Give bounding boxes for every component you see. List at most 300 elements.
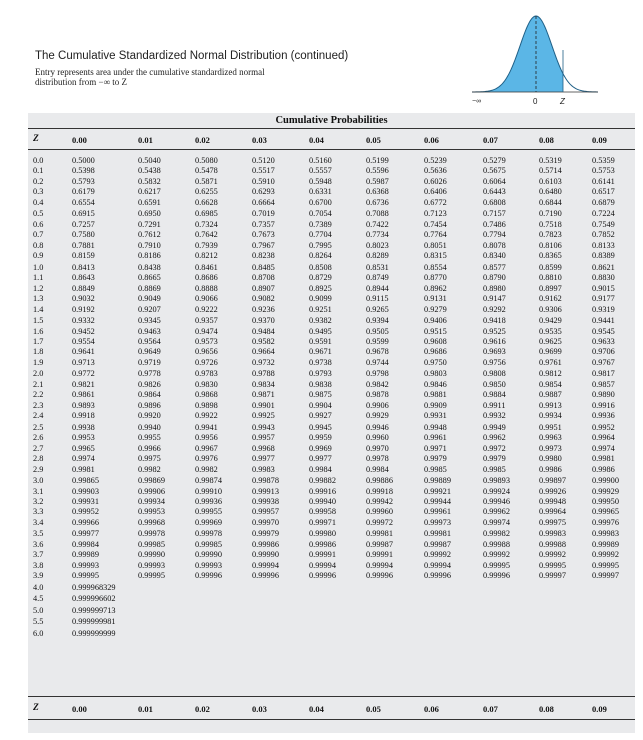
row-z-value: 0.1 [33, 166, 44, 176]
table-row [28, 273, 635, 283]
table-cell: 0.9932 [483, 411, 506, 421]
table-cell: 0.9441 [592, 316, 615, 326]
table-cell: 0.99992 [424, 550, 451, 560]
table-cell: 0.9699 [539, 347, 562, 357]
table-cell: 0.9706 [592, 347, 615, 357]
row-z-value: 2.3 [33, 400, 44, 410]
table-cell: 0.99946 [483, 497, 510, 506]
row-z-value: 1.7 [33, 336, 44, 346]
row-z-value: 1.0 [33, 262, 44, 272]
header-col-0.02: 0.02 [195, 135, 210, 145]
table-cell: 0.9857 [592, 379, 615, 389]
column-header-row [28, 132, 635, 148]
normal-curve-diagram [470, 6, 600, 106]
table-cell: 0.99996 [195, 571, 222, 581]
row-z-value: 3.8 [33, 560, 44, 570]
table-cell: 0.9918 [72, 411, 95, 421]
table-row [28, 550, 635, 560]
row-z-value: 0.4 [33, 197, 44, 207]
row-z-value: 3.2 [33, 497, 44, 506]
table-cell: 0.99996 [483, 571, 510, 581]
table-cell: 0.99929 [592, 486, 619, 496]
table-cell: 0.9830 [195, 379, 218, 389]
table-cell: 0.9177 [592, 294, 615, 304]
table-cell: 0.8289 [366, 251, 389, 261]
table-cell: 0.9505 [366, 326, 389, 336]
table-cell: 0.5675 [483, 166, 506, 176]
table-cell: 0.9147 [483, 294, 506, 304]
table-row [28, 606, 635, 616]
table-cell: 0.99992 [483, 550, 510, 560]
table-cell: 0.99980 [309, 529, 336, 539]
curve-z-label: Z [560, 97, 565, 106]
header-col-0.01: 0.01 [138, 135, 153, 145]
table-cell: 0.9418 [483, 316, 506, 326]
table-cell: 0.99869 [138, 476, 165, 486]
table-row [28, 380, 635, 390]
table-cell: 0.7486 [483, 219, 506, 229]
table-cell: 0.7291 [138, 219, 161, 229]
row-z-value: 3.1 [33, 486, 44, 496]
table-cell: 0.9750 [424, 357, 447, 367]
table-cell: 0.9931 [424, 411, 447, 421]
table-cell: 0.9850 [483, 379, 506, 389]
table-cell: 0.9981 [592, 454, 615, 464]
table-cell: 0.9929 [366, 411, 389, 421]
table-cell: 0.9940 [138, 422, 161, 432]
table-cell: 0.9871 [252, 390, 275, 400]
table-cell: 0.99986 [309, 539, 336, 549]
row-z-value: 1.1 [33, 273, 44, 283]
table-cell: 0.9890 [592, 390, 615, 400]
table-cell: 0.8023 [366, 240, 389, 250]
table-cell: 0.99970 [252, 517, 279, 527]
table-body [28, 156, 635, 639]
footer-col-0.08: 0.08 [539, 704, 554, 714]
table-cell: 0.9279 [424, 304, 447, 314]
table-cell: 0.7422 [366, 219, 389, 229]
table-cell: 0.8238 [252, 251, 275, 261]
table-cell: 0.9906 [366, 400, 389, 410]
table-cell: 0.7518 [539, 219, 562, 229]
table-cell: 0.99940 [309, 497, 336, 506]
table-cell: 0.99996 [366, 571, 393, 581]
table-cell: 0.99865 [72, 476, 99, 486]
row-z-value: 0.2 [33, 176, 44, 186]
table-cell: 0.9959 [309, 433, 332, 443]
table-cell: 0.7642 [195, 230, 218, 240]
table-cell: 0.7088 [366, 209, 389, 219]
table-cell: 0.7123 [424, 209, 447, 219]
table-cell: 0.9783 [195, 369, 218, 379]
table-cell: 0.9306 [539, 304, 562, 314]
table-cell: 0.8461 [195, 262, 218, 272]
table-cell: 0.99997 [592, 571, 619, 581]
row-z-value: 0.0 [33, 156, 44, 165]
table-row [28, 629, 635, 639]
table-cell: 0.9608 [424, 336, 447, 346]
table-cell: 0.5080 [195, 156, 218, 165]
table-cell: 0.9406 [424, 316, 447, 326]
table-cell: 0.8133 [592, 240, 615, 250]
table-cell: 0.99903 [72, 486, 99, 496]
table-cell: 0.9864 [138, 390, 161, 400]
table-cell: 0.8554 [424, 262, 447, 272]
table-cell: 0.99882 [309, 476, 336, 486]
row-z-value: 2.7 [33, 443, 44, 453]
table-cell: 0.9484 [252, 326, 275, 336]
table-cell: 0.99960 [366, 507, 393, 517]
table-cell: 0.99964 [539, 507, 566, 517]
table-cell: 0.9963 [539, 433, 562, 443]
table-cell: 0.7612 [138, 230, 161, 240]
row-z-value: 1.6 [33, 326, 44, 336]
table-cell: 0.99921 [424, 486, 451, 496]
table-cell: 0.9115 [366, 294, 389, 304]
table-cell: 0.5398 [72, 166, 95, 176]
table-cell: 0.9960 [366, 433, 389, 443]
table-cell: 0.9938 [72, 422, 95, 432]
table-cell: 0.9977 [309, 454, 332, 464]
row-z-value: 2.8 [33, 454, 44, 464]
table-row [28, 476, 635, 486]
table-cell: 0.99996 [424, 571, 451, 581]
table-cell: 0.99995 [483, 560, 510, 570]
table-cell: 0.9515 [424, 326, 447, 336]
table-row [28, 230, 635, 240]
table-cell: 0.9678 [366, 347, 389, 357]
table-row [28, 220, 635, 230]
row-z-value: 2.9 [33, 464, 44, 474]
table-cell: 0.5160 [309, 156, 332, 165]
table-cell: 0.9946 [366, 422, 389, 432]
table-cell: 0.9971 [424, 443, 447, 453]
table-cell: 0.9292 [483, 304, 506, 314]
table-cell: 0.99990 [195, 550, 222, 560]
footer-col-0.09: 0.09 [592, 704, 607, 714]
table-cell: 0.9975 [138, 454, 161, 464]
table-cell: 0.9345 [138, 316, 161, 326]
table-cell: 0.7673 [252, 230, 275, 240]
table-cell: 0.99993 [72, 560, 99, 570]
table-cell: 0.99957 [252, 507, 279, 517]
table-cell: 0.9953 [72, 433, 95, 443]
table-cell: 0.7157 [483, 209, 506, 219]
table-cell: 0.5871 [195, 176, 218, 186]
table-cell: 0.8810 [539, 273, 562, 283]
table-cell: 0.5714 [539, 166, 562, 176]
table-cell: 0.9965 [72, 443, 95, 453]
table-cell: 0.99916 [309, 486, 336, 496]
header-bottom-rule [28, 149, 635, 150]
table-cell: 0.7852 [592, 230, 615, 240]
table-cell: 0.999999981 [72, 617, 116, 627]
row-z-value: 1.9 [33, 357, 44, 367]
table-cell: 0.9798 [366, 369, 389, 379]
table-cell: 0.6844 [539, 197, 562, 207]
table-cell: 0.9812 [539, 369, 562, 379]
footer-z-label: Z [33, 703, 39, 713]
footer-col-0.07: 0.07 [483, 704, 498, 714]
table-cell: 0.99953 [138, 507, 165, 517]
table-cell: 0.9032 [72, 294, 95, 304]
table-cell: 0.9625 [539, 336, 562, 346]
table-cell: 0.99878 [252, 476, 279, 486]
table-cell: 0.99978 [138, 529, 165, 539]
table-cell: 0.9649 [138, 347, 161, 357]
table-cell: 0.9922 [195, 411, 218, 421]
row-z-value: 1.2 [33, 283, 44, 293]
table-cell: 0.7910 [138, 240, 161, 250]
table-cell: 0.9983 [252, 464, 275, 474]
table-row [28, 423, 635, 433]
table-cell: 0.99983 [592, 529, 619, 539]
table-cell: 0.9978 [366, 454, 389, 464]
probability-table [28, 113, 635, 733]
table-cell: 0.9949 [483, 422, 506, 432]
table-cell: 0.9319 [592, 304, 615, 314]
table-cell: 0.99961 [424, 507, 451, 517]
table-cell: 0.99969 [195, 517, 222, 527]
header-col-0.09: 0.09 [592, 135, 607, 145]
table-cell: 0.99981 [366, 529, 393, 539]
table-cell: 0.8686 [195, 273, 218, 283]
table-cell: 0.5279 [483, 156, 506, 165]
table-cell: 0.8599 [539, 262, 562, 272]
table-cell: 0.99968 [138, 517, 165, 527]
table-cell: 0.9772 [72, 369, 95, 379]
table-cell: 0.6026 [424, 176, 447, 186]
table-cell: 0.9686 [424, 347, 447, 357]
row-z-value: 3.5 [33, 529, 44, 539]
table-cell: 0.9582 [252, 336, 275, 346]
table-row [28, 594, 635, 604]
table-cell: 0.9943 [252, 422, 275, 432]
row-z-value: 2.4 [33, 411, 44, 421]
table-cell: 0.99975 [539, 517, 566, 527]
table-cell: 0.99958 [309, 507, 336, 517]
table-cell: 0.8621 [592, 262, 615, 272]
table-cell: 0.8264 [309, 251, 332, 261]
table-cell: 0.8508 [309, 262, 332, 272]
row-z-value: 3.9 [33, 571, 44, 581]
table-cell: 0.7995 [309, 240, 332, 250]
table-cell: 0.8790 [483, 273, 506, 283]
table-cell: 0.9066 [195, 294, 218, 304]
table-cell: 0.9015 [592, 283, 615, 293]
table-cell: 0.9761 [539, 357, 562, 367]
table-cell: 0.5239 [424, 156, 447, 165]
table-cell: 0.9916 [592, 400, 615, 410]
table-cell: 0.9265 [366, 304, 389, 314]
table-cell: 0.5478 [195, 166, 218, 176]
row-z-value: 1.8 [33, 347, 44, 357]
table-cell: 0.9616 [483, 336, 506, 346]
table-row [28, 583, 635, 593]
table-row [28, 337, 635, 347]
table-cell: 0.99948 [539, 497, 566, 506]
table-cell: 0.5793 [72, 176, 95, 186]
table-cell: 0.9927 [309, 411, 332, 421]
table-cell: 0.99906 [138, 486, 165, 496]
footer-col-0.04: 0.04 [309, 704, 324, 714]
table-cell: 0.9429 [539, 316, 562, 326]
table-cell: 0.99952 [72, 507, 99, 517]
table-cell: 0.9986 [592, 464, 615, 474]
table-cell: 0.5120 [252, 156, 275, 165]
table-cell: 0.99918 [366, 486, 393, 496]
table-cell: 0.99913 [252, 486, 279, 496]
table-cell: 0.6064 [483, 176, 506, 186]
table-cell: 0.9744 [366, 357, 389, 367]
table-cell: 0.8186 [138, 251, 161, 261]
table-cell: 0.9936 [592, 411, 615, 421]
table-cell: 0.99974 [483, 517, 510, 527]
table-cell: 0.9974 [592, 443, 615, 453]
table-row [28, 571, 635, 581]
table-cell: 0.6808 [483, 197, 506, 207]
table-cell: 0.99973 [424, 517, 451, 527]
table-row [28, 401, 635, 411]
table-cell: 0.99944 [424, 497, 451, 506]
table-row [28, 284, 635, 294]
table-cell: 0.99966 [72, 517, 99, 527]
table-cell: 0.9934 [539, 411, 562, 421]
table-cell: 0.7454 [424, 219, 447, 229]
table-cell: 0.6950 [138, 209, 161, 219]
table-cell: 0.8051 [424, 240, 447, 250]
table-cell: 0.99977 [72, 529, 99, 539]
table-cell: 0.9656 [195, 347, 218, 357]
table-row [28, 327, 635, 337]
table-cell: 0.5557 [309, 166, 332, 176]
table-cell: 0.8830 [592, 273, 615, 283]
table-cell: 0.7190 [539, 209, 562, 219]
table-cell: 0.8708 [252, 273, 275, 283]
table-cell: 0.9463 [138, 326, 161, 336]
table-cell: 0.9732 [252, 357, 275, 367]
table-row [28, 390, 635, 400]
table-cell: 0.99996 [309, 571, 336, 581]
table-cell: 0.9545 [592, 326, 615, 336]
table-cell: 0.9222 [195, 304, 218, 314]
table-cell: 0.5636 [424, 166, 447, 176]
table-cell: 0.9474 [195, 326, 218, 336]
table-cell: 0.8749 [366, 273, 389, 283]
table-cell: 0.6772 [424, 197, 447, 207]
footer-col-0.03: 0.03 [252, 704, 267, 714]
table-cell: 0.9452 [72, 326, 95, 336]
row-z-value: 2.6 [33, 433, 44, 443]
table-cell: 0.9952 [592, 422, 615, 432]
table-cell: 0.9956 [195, 433, 218, 443]
table-cell: 0.9821 [72, 379, 95, 389]
table-cell: 0.9941 [195, 422, 218, 432]
table-cell: 0.99987 [424, 539, 451, 549]
table-cell: 0.9788 [252, 369, 275, 379]
table-cell: 0.99910 [195, 486, 222, 496]
table-cell: 0.5753 [592, 166, 615, 176]
table-cell: 0.9984 [366, 464, 389, 474]
header-col-0.03: 0.03 [252, 135, 267, 145]
table-cell: 0.7019 [252, 209, 275, 219]
table-cell: 0.9893 [72, 400, 95, 410]
table-cell: 0.9920 [138, 411, 161, 421]
table-cell: 0.9979 [483, 454, 506, 464]
table-cell: 0.99995 [138, 571, 165, 581]
table-cell: 0.99874 [195, 476, 222, 486]
table-cell: 0.9961 [424, 433, 447, 443]
row-z-value: 6.0 [33, 628, 44, 638]
row-z-value: 0.8 [33, 240, 44, 250]
table-cell: 0.9726 [195, 357, 218, 367]
table-row [28, 454, 635, 464]
table-cell: 0.9976 [195, 454, 218, 464]
table-cell: 0.99988 [539, 539, 566, 549]
table-cell: 0.99893 [483, 476, 510, 486]
table-cell: 0.6554 [72, 197, 95, 207]
table-cell: 0.9564 [138, 336, 161, 346]
table-cell: 0.5596 [366, 166, 389, 176]
table-cell: 0.6517 [592, 187, 615, 197]
table-cell: 0.6628 [195, 197, 218, 207]
table-cell: 0.8925 [309, 283, 332, 293]
table-cell: 0.6664 [252, 197, 275, 207]
table-cell: 0.7704 [309, 230, 332, 240]
table-row [28, 518, 635, 528]
table-cell: 0.7357 [252, 219, 275, 229]
row-z-value: 0.3 [33, 187, 44, 197]
table-cell: 0.9713 [72, 357, 95, 367]
table-cell: 0.99942 [366, 497, 393, 506]
row-z-value: 3.6 [33, 539, 44, 549]
table-cell: 0.7054 [309, 209, 332, 219]
table-cell: 0.9738 [309, 357, 332, 367]
header-col-0.08: 0.08 [539, 135, 554, 145]
table-cell: 0.9881 [424, 390, 447, 400]
table-cell: 0.99995 [539, 560, 566, 570]
header-col-0.00: 0.00 [72, 135, 87, 145]
table-row [28, 433, 635, 443]
table-cell: 0.9861 [72, 390, 95, 400]
table-cell: 0.6985 [195, 209, 218, 219]
table-cell: 0.9633 [592, 336, 615, 346]
row-z-value: 2.5 [33, 422, 44, 432]
table-cell: 0.9973 [539, 443, 562, 453]
table-cell: 0.9162 [539, 294, 562, 304]
header-z-label: Z [33, 134, 39, 144]
table-cell: 0.6915 [72, 209, 95, 219]
table-cell: 0.9966 [138, 443, 161, 453]
table-cell: 0.99962 [483, 507, 510, 517]
table-cell: 0.99985 [195, 539, 222, 549]
table-cell: 0.9756 [483, 357, 506, 367]
row-z-value: 3.7 [33, 550, 44, 560]
header-col-0.07: 0.07 [483, 135, 498, 145]
curve-left-label: −∞ [472, 98, 482, 105]
table-cell: 0.9719 [138, 357, 161, 367]
table-cell: 0.6331 [309, 187, 332, 197]
table-cell: 0.9854 [539, 379, 562, 389]
row-z-value: 2.2 [33, 390, 44, 400]
table-row [28, 444, 635, 454]
table-row [28, 369, 635, 379]
table-row [28, 497, 635, 507]
table-row [28, 465, 635, 475]
table-cell: 0.7549 [592, 219, 615, 229]
row-z-value: 1.4 [33, 304, 44, 314]
table-row [28, 166, 635, 176]
